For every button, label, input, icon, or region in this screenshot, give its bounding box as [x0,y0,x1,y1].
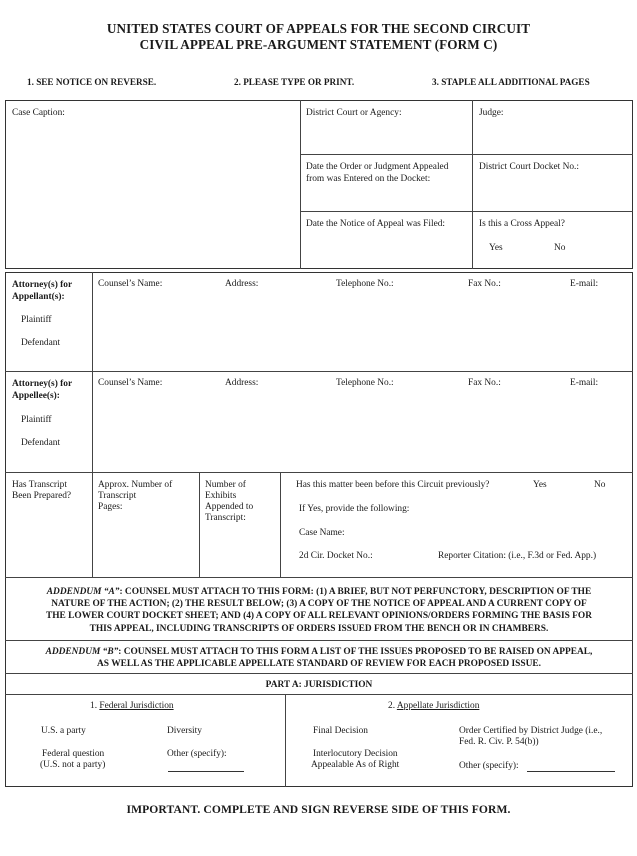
case-caption-field[interactable] [6,101,299,268]
order-certified-option-line1[interactable]: Order Certified by District Judge (i.e., [459,726,603,736]
addendum-a-line4: THIS APPEAL, INCLUDING TRANSCRIPTS OF ORDERS ISSUED FROM THE BENCH OR IN CHAMBERS. [89,623,549,634]
exhibits-field[interactable] [200,473,279,576]
date-notice-label: Date the Notice of Appeal was Filed: [306,219,446,229]
transcript-pages-label-line3: Pages: [98,502,123,512]
appellant-fax-label: Fax No.: [468,279,501,289]
us-party-option[interactable]: U.S. a party [41,726,86,736]
exhibits-label-line4: Transcript: [205,513,246,523]
appellee-plaintiff-option[interactable]: Plaintiff [21,415,52,425]
date-order-label-line2: from was Entered on the Docket: [306,174,431,184]
appellee-counsel-field[interactable] [93,372,632,471]
divider [5,640,633,641]
order-certified-option-line2: Fed. R. Civ. P. 54(b)) [459,737,539,747]
transcript-prepared-label-line1: Has Transcript [12,480,67,490]
judge-field[interactable] [473,101,632,153]
addendum-a-line3: THE LOWER COURT DOCKET SHEET; AND (4) A COPY OF ALL RELEVANT OPINIONS/ORDERS FORMING THE BASIS FOR [46,611,592,622]
federal-question-option-line1[interactable]: Federal question [42,749,105,759]
date-notice-field[interactable] [301,212,471,268]
appellee-fax-label: Fax No.: [468,378,501,388]
cross-appeal-no-option[interactable]: No [554,243,566,253]
instruction-3: 3. STAPLE ALL ADDITIONAL PAGES [432,77,590,87]
federal-jurisdiction-title: 1. Federal Jurisdiction [90,701,174,711]
federal-other-option[interactable]: Other (specify): [167,749,227,759]
addendum-a-line2: NATURE OF THE ACTION; (2) THE RESULT BELOW; (3) A COPY OF THE NOTICE OF APPEAL AND A CURRENT COPY OF [51,599,587,610]
appellant-address-label: Address: [225,279,259,289]
transcript-prepared-label-line2: Been Prepared? [12,491,72,501]
addendum-b-line1: : COUNSEL MUST ATTACH TO THIS FORM A LIST OF THE ISSUES PROPOSED TO BE RAISED ON APPEAL, [118,647,593,657]
prior-appeal-question: Has this matter been before this Circuit previously? [296,480,490,490]
appellant-heading-line2: Appellant(s): [12,292,65,302]
addendum-b-line2: AS WELL AS THE APPLICABLE APPELLATE STANDARD OF REVIEW FOR EACH PROPOSED ISSUE. [97,659,541,670]
instruction-2: 2. PLEASE TYPE OR PRINT. [234,77,355,87]
instruction-1: 1. SEE NOTICE ON REVERSE. [27,77,157,87]
appellate-jurisdiction-section [286,695,632,786]
addendum-a [6,586,632,635]
addendum-b-label: ADDENDUM “B” [45,647,119,657]
appellee-section [6,372,91,471]
divider [5,673,633,674]
date-order-field[interactable] [301,155,471,210]
prior-appeal-no-option[interactable]: No [594,480,606,490]
cross-appeal-yes-option[interactable]: Yes [489,243,503,253]
appellee-counsel-name-label: Counsel’s Name: [98,378,163,388]
appellant-section [6,273,91,370]
cross-appeal-field [473,212,632,268]
second-circuit-docket-field[interactable]: 2d Cir. Docket No.: [299,551,373,561]
exhibits-label-line3: Appended to [205,502,254,512]
docket-no-field[interactable] [473,155,632,210]
form-title-line1: UNITED STATES COURT OF APPEALS FOR THE SECOND CIRCUIT [106,21,531,36]
addendum-b [6,646,632,670]
transcript-pages-field[interactable] [93,473,198,576]
prior-appeal-section [281,473,632,576]
transcript-pages-label-line2: Transcript [98,491,137,501]
case-name-field[interactable]: Case Name: [299,528,345,538]
final-decision-option[interactable]: Final Decision [313,726,368,736]
date-order-label-line1: Date the Order or Judgment Appealed [306,162,449,172]
docket-no-label: District Court Docket No.: [479,162,579,172]
diversity-option[interactable]: Diversity [167,726,202,736]
appellee-telephone-label: Telephone No.: [336,378,394,388]
appellant-heading-line1: Attorney(s) for [12,280,73,290]
judge-label: Judge: [479,108,504,118]
appellate-other-input[interactable] [527,761,615,772]
appellate-other-option[interactable]: Other (specify): [459,761,519,771]
cross-appeal-label: Is this a Cross Appeal? [479,219,565,229]
federal-jurisdiction-section [6,695,284,786]
if-yes-label: If Yes, provide the following: [299,504,410,514]
district-court-label: District Court or Agency: [306,108,402,118]
appellant-email-label: E-mail: [570,279,599,289]
interlocutory-option-line2: Appealable As of Right [311,760,400,770]
form-title-line2: CIVIL APPEAL PRE-ARGUMENT STATEMENT (FORM C) [139,37,498,52]
appellant-counsel-name-label: Counsel’s Name: [98,279,163,289]
addendum-a-label: ADDENDUM “A” [46,587,120,597]
important-notice: IMPORTANT. COMPLETE AND SIGN REVERSE SIDE OF THIS FORM. [126,803,511,816]
appellant-defendant-option[interactable]: Defendant [21,338,61,348]
appellant-telephone-label: Telephone No.: [336,279,394,289]
federal-question-option-line2: (U.S. not a party) [40,760,106,770]
appellate-jurisdiction-title: 2. Appellate Jurisdiction [388,701,480,711]
prior-appeal-yes-option[interactable]: Yes [533,480,547,490]
addendum-a-line1: : COUNSEL MUST ATTACH TO THIS FORM: (1) A BRIEF, BUT NOT PERFUNCTORY, DESCRIPTION OF THE [119,587,592,597]
appellee-email-label: E-mail: [570,378,599,388]
interlocutory-option-line1[interactable]: Interlocutory Decision [313,749,398,759]
exhibits-label-line1: Number of [205,480,246,490]
transcript-prepared-field[interactable] [6,473,91,576]
part-a-heading: PART A: JURISDICTION [265,680,373,690]
case-caption-label: Case Caption: [12,108,65,118]
appellant-plaintiff-option[interactable]: Plaintiff [21,315,52,325]
appellee-heading-line1: Attorney(s) for [12,379,73,389]
divider [5,577,633,578]
appellee-address-label: Address: [225,378,259,388]
appellee-defendant-option[interactable]: Defendant [21,438,61,448]
transcript-pages-label-line1: Approx. Number of [98,480,173,490]
exhibits-label-line2: Exhibits [205,491,237,501]
appellant-counsel-field[interactable] [93,273,632,370]
reporter-citation-field[interactable]: Reporter Citation: (i.e., F.3d or Fed. App.) [438,551,597,561]
federal-other-input[interactable] [168,761,244,772]
appellee-heading-line2: Appellee(s): [12,391,60,401]
district-court-field[interactable] [301,101,471,153]
